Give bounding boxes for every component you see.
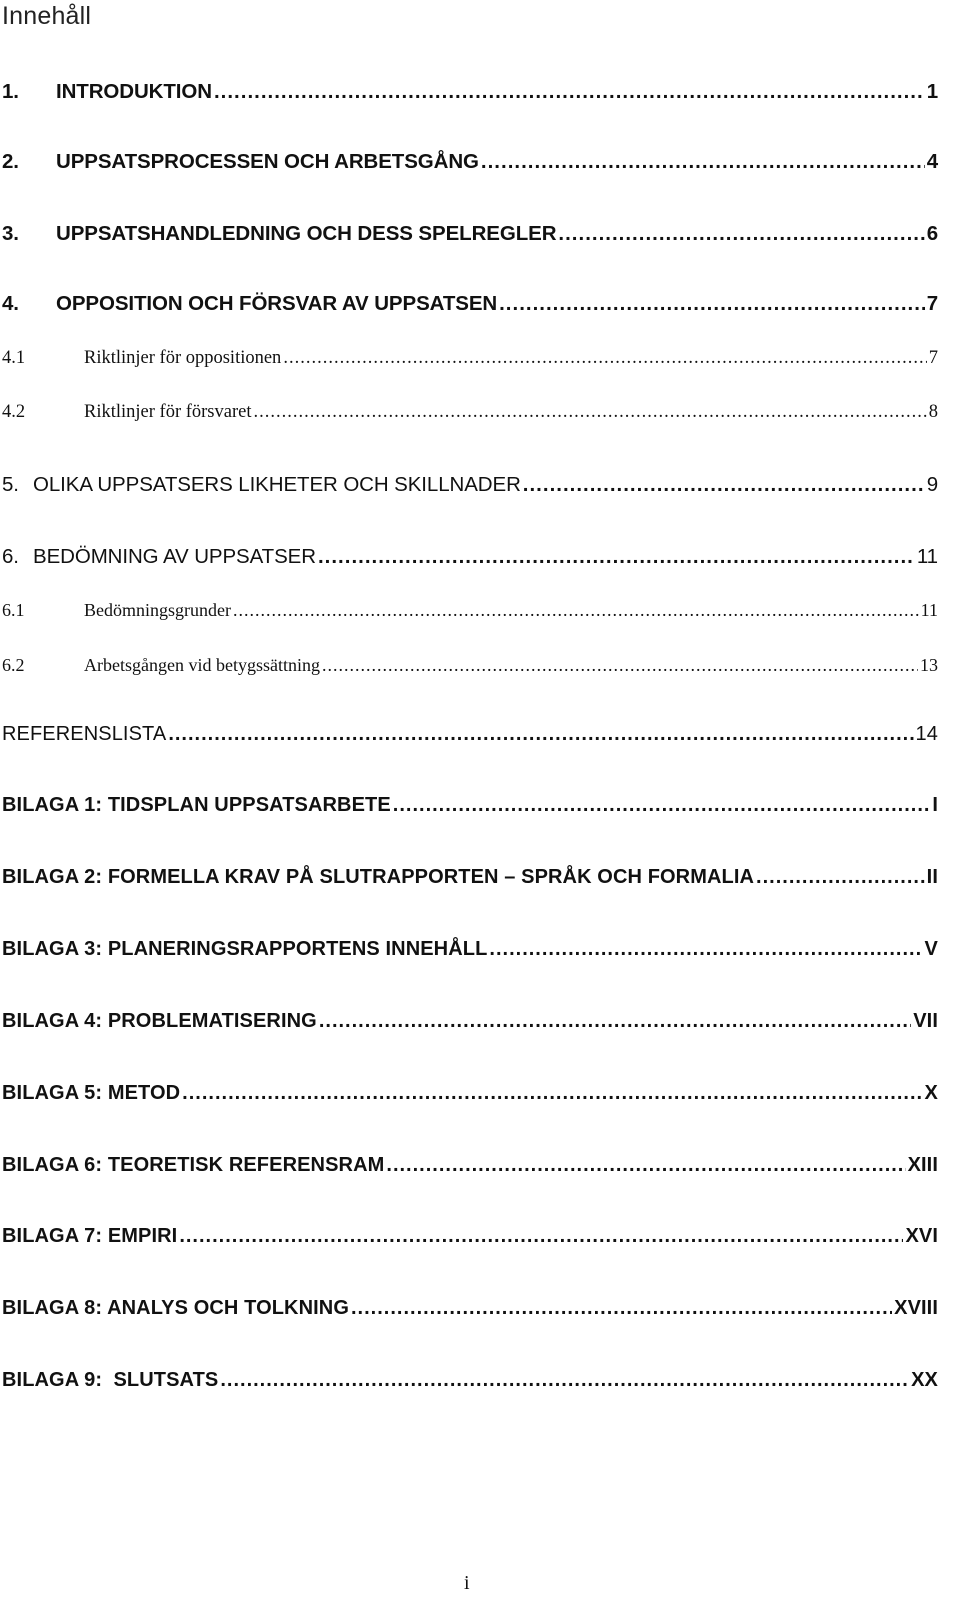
- toc-entry-text: BILAGA 5: METOD: [2, 1082, 181, 1104]
- toc-entry-page: 7: [926, 292, 938, 315]
- toc-entry-bilaga-5[interactable]: [0, 1082, 960, 1112]
- toc-entry-text: UPPSATSPROCESSEN OCH ARBETSGÅNG: [56, 150, 479, 173]
- toc-entry-6-1[interactable]: [0, 600, 960, 630]
- toc-leader-dots: [168, 723, 913, 746]
- toc-entry-number: 1.: [2, 80, 19, 103]
- toc-entry-text: BILAGA 8: ANALYS OCH TOLKNING: [2, 1297, 349, 1319]
- toc-entry-text: OLIKA UPPSATSERS LIKHETER OCH SKILLNADER: [33, 473, 521, 496]
- toc-entry-number: 4.1: [2, 348, 26, 368]
- toc-leader-dots: [214, 80, 925, 104]
- toc-entry-text: BILAGA 9: SLUTSATS: [2, 1369, 219, 1391]
- toc-entry-page: XIII: [907, 1154, 938, 1176]
- toc-entry-number: 2.: [2, 150, 19, 173]
- toc-leader-dots: [253, 402, 926, 423]
- toc-entry-page: 11: [920, 600, 938, 620]
- toc-leader-dots: [393, 794, 931, 817]
- toc-entry-page: 4: [926, 150, 938, 173]
- toc-entry-number: 4.2: [2, 402, 26, 422]
- toc-entry-1[interactable]: [0, 80, 960, 110]
- toc-entry-4-1[interactable]: [0, 348, 960, 378]
- toc-entry-page: XVI: [905, 1225, 938, 1247]
- toc-leader-dots: [322, 655, 918, 676]
- toc-entry-page: XVIII: [894, 1297, 938, 1319]
- toc-entry-bilaga-1[interactable]: [0, 794, 960, 824]
- toc-entry-page: I: [932, 794, 938, 816]
- toc-entry-page: 14: [915, 723, 938, 745]
- toc-entry-bilaga-2[interactable]: [0, 866, 960, 896]
- toc-entry-6-2[interactable]: [0, 655, 960, 685]
- toc-leader-dots: [351, 1297, 892, 1320]
- toc-entry-4[interactable]: [0, 292, 960, 322]
- toc-entry-number: 6.1: [2, 600, 25, 620]
- toc-entry-5[interactable]: [0, 473, 960, 503]
- toc-leader-dots: [220, 1369, 909, 1392]
- toc-leader-dots: [319, 1010, 911, 1033]
- toc-leader-dots: [179, 1225, 903, 1248]
- toc-entry-page: 13: [920, 655, 938, 675]
- toc-entry-bilaga-3[interactable]: [0, 938, 960, 968]
- toc-entry-bilaga-9[interactable]: [0, 1369, 960, 1399]
- toc-entry-page: 8: [928, 402, 938, 422]
- toc-leader-dots: [318, 545, 915, 569]
- toc-leader-dots: [558, 222, 924, 246]
- toc-leader-dots: [523, 473, 925, 497]
- toc-entry-text: Bedömningsgrunder: [84, 600, 231, 620]
- toc-entry-text: BILAGA 6: TEORETISK REFERENSRAM: [2, 1154, 385, 1176]
- toc-entry-referenslista[interactable]: [0, 723, 960, 753]
- toc-entry-page: X: [924, 1082, 938, 1104]
- toc-entry-3[interactable]: [0, 222, 960, 252]
- toc-entry-number: 6.2: [2, 655, 25, 675]
- toc-leader-dots: [386, 1154, 905, 1177]
- toc-entry-text: Riktlinjer för försvaret: [84, 402, 252, 422]
- toc-entry-bilaga-4[interactable]: [0, 1010, 960, 1040]
- toc-leader-dots: [182, 1082, 922, 1105]
- toc-entry-text: OPPOSITION OCH FÖRSVAR AV UPPSATSEN: [56, 292, 498, 315]
- toc-entry-text: Riktlinjer för oppositionen: [84, 348, 282, 368]
- toc-entry-page: 11: [916, 545, 938, 568]
- toc-entry-bilaga-8[interactable]: [0, 1297, 960, 1327]
- toc-entry-number: 5.: [2, 473, 19, 496]
- toc-entry-text: Arbetsgången vid betygssättning: [84, 655, 320, 675]
- toc-entry-page: 7: [928, 348, 938, 368]
- toc-entry-bilaga-7[interactable]: [0, 1225, 960, 1255]
- toc-entry-number: 3.: [2, 222, 19, 245]
- toc-entry-bilaga-6[interactable]: [0, 1154, 960, 1184]
- toc-entry-text: BILAGA 2: FORMELLA KRAV PÅ SLUTRAPPORTEN – SPRÅK OCH FORMALIA: [2, 866, 755, 888]
- toc-entry-page: V: [924, 938, 938, 960]
- toc-entry-text: UPPSATSHANDLEDNING OCH DESS SPELREGLER: [56, 222, 557, 245]
- toc-entry-text: BILAGA 3: PLANERINGSRAPPORTENS INNEHÅLL: [2, 938, 488, 960]
- page-number: i: [464, 1572, 470, 1594]
- toc-entry-page: 1: [926, 80, 938, 103]
- toc-title: Innehåll: [2, 2, 92, 30]
- toc-entry-page: XX: [911, 1369, 938, 1391]
- toc-entry-text: REFERENSLISTA: [2, 723, 167, 745]
- toc-leader-dots: [233, 600, 919, 621]
- toc-entry-text: BILAGA 4: PROBLEMATISERING: [2, 1010, 317, 1032]
- toc-leader-dots: [481, 150, 925, 174]
- toc-entry-page: 6: [926, 222, 938, 245]
- toc-entry-number: 6.: [2, 545, 19, 568]
- toc-entry-text: INTRODUKTION: [56, 80, 212, 103]
- toc-entry-page: VII: [913, 1010, 938, 1032]
- toc-leader-dots: [489, 938, 922, 961]
- toc-entry-page: 9: [926, 473, 938, 496]
- toc-leader-dots: [283, 348, 926, 369]
- toc-entry-number: 4.: [2, 292, 19, 315]
- toc-entry-4-2[interactable]: [0, 402, 960, 432]
- toc-entry-6[interactable]: [0, 545, 960, 575]
- toc-entry-text: BEDÖMNING AV UPPSATSER: [33, 545, 316, 568]
- toc-entry-2[interactable]: [0, 150, 960, 180]
- toc-leader-dots: [499, 292, 925, 316]
- toc-entry-page: II: [926, 866, 938, 888]
- toc-leader-dots: [756, 866, 925, 889]
- toc-entry-text: BILAGA 1: TIDSPLAN UPPSATSARBETE: [2, 794, 391, 816]
- toc-entry-text: BILAGA 7: EMPIRI: [2, 1225, 178, 1247]
